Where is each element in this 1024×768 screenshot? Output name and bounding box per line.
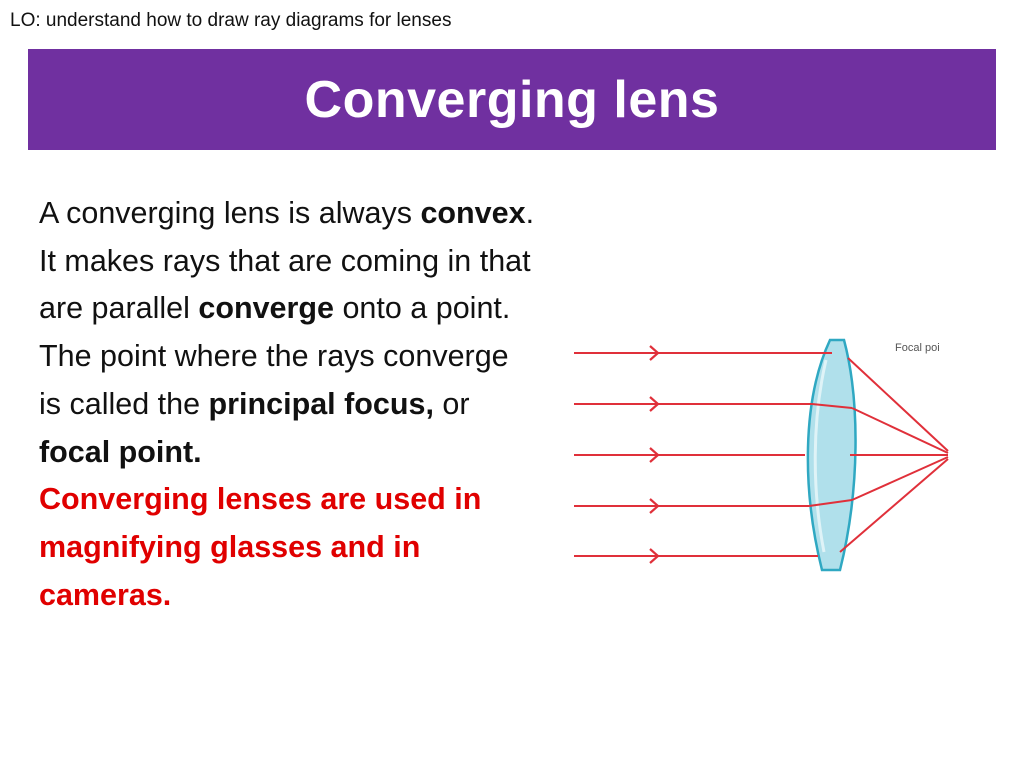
term-focal-point: focal point.: [39, 434, 202, 469]
term-converge: converge: [198, 291, 334, 326]
text-segment-2: . It makes rays that are coming in that are parallel: [39, 196, 535, 326]
application-note: Converging lenses are used in magnifying glasses and in cameras.: [39, 482, 482, 612]
refracted-ray-4: [852, 457, 948, 500]
term-principal-focus: principal focus,: [208, 386, 434, 421]
learning-objective: LO: understand how to draw ray diagrams for lenses: [10, 10, 452, 31]
slide-title: Converging lens: [304, 70, 720, 129]
ray-diagram: [560, 320, 950, 580]
explanation-paragraph: [39, 190, 539, 619]
text-segment-3: onto a point. The point where the rays converge is called the: [39, 291, 511, 421]
title-banner: [28, 49, 996, 150]
text-segment-1: A converging lens is always: [39, 196, 421, 230]
refracted-ray-2: [852, 408, 948, 453]
refracted-rays: [840, 358, 948, 552]
focal-point-label: Focal poi: [895, 342, 940, 354]
term-convex: convex: [420, 196, 526, 230]
refracted-ray-1: [848, 358, 948, 451]
refracted-ray-5: [840, 459, 948, 552]
text-segment-4: or: [433, 386, 470, 421]
